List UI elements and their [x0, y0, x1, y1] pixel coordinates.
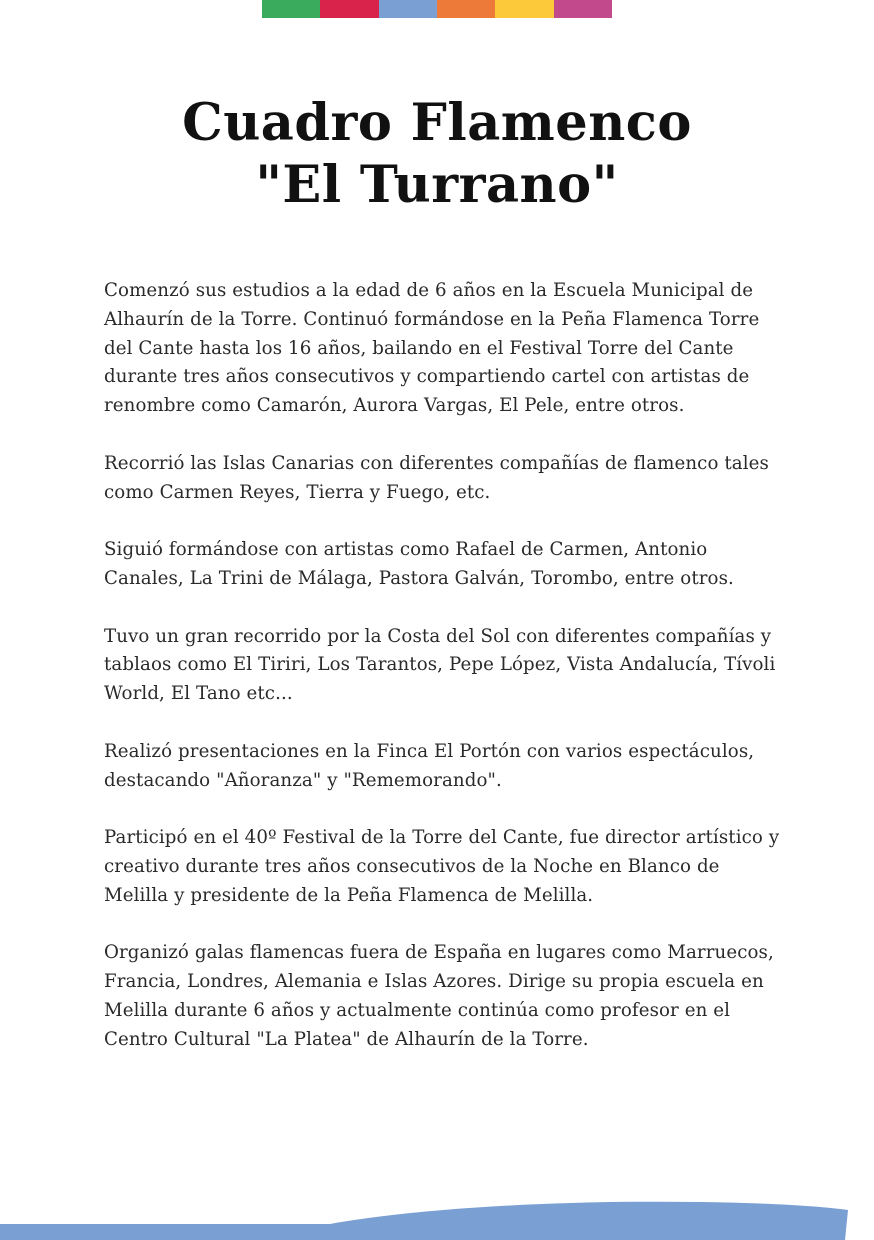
- stripe-magenta: [554, 0, 612, 18]
- title-line-2: "El Turrano": [255, 155, 619, 215]
- paragraph-1: Comenzó sus estudios a la edad de 6 años en la Escuela Municipal de Alhaurín de la Torre. Continuó formándose en la Peña Flamenca Torre del Cante hasta los 16 años, bailando en el Festival Torre del Cante durante tres años consecutivos y compartiendo cartel con artistas de renombre como Camarón, Aurora Vargas, El Pele, entre otros.: [104, 280, 760, 417]
- paragraph-4: Tuvo un gran recorrido por la Costa del Sol con diferentes compañías y tablaos como El Tiriri, Los Tarantos, Pepe López, Vista Andalucía, Tívoli World, El Tano etc...: [104, 625, 776, 705]
- biography-text: [104, 277, 784, 1083]
- stripe-red: [320, 0, 378, 18]
- stripe-yellow: [495, 0, 553, 18]
- footer-wave: [0, 1180, 874, 1240]
- page-title: [0, 92, 874, 216]
- stripe-orange: [437, 0, 495, 18]
- paragraph-2: Recorrió las Islas Canarias con diferentes compañías de flamenco tales como Carmen Reyes, Tierra y Fuego, etc.: [104, 452, 769, 503]
- color-stripe-bar: [262, 0, 612, 18]
- title-line-1: Cuadro Flamenco: [182, 93, 692, 153]
- paragraph-7: Organizó galas flamencas fuera de España en lugares como Marruecos, Francia, Londres, Alemania e Islas Azores. Dirige su propia escuela en Melilla durante 6 años y actualmente continúa como profesor en el Centro Cultural "La Platea" de Alhaurín de la Torre.: [104, 942, 774, 1050]
- paragraph-5: Realizó presentaciones en la Finca El Portón con varios espectáculos, destacando "Añoranza" y "Rememorando".: [104, 740, 755, 791]
- footer-wave-shape: [0, 1202, 874, 1240]
- stripe-green: [262, 0, 320, 18]
- paragraph-3: Siguió formándose con artistas como Rafael de Carmen, Antonio Canales, La Trini de Málaga, Pastora Galván, Torombo, entre otros.: [104, 539, 734, 589]
- paragraph-6: Participó en el 40º Festival de la Torre del Cante, fue director artístico y creativo durante tres años consecutivos de la Noche en Blanco de Melilla y presidente de la Peña Flamenca de Melilla.: [104, 827, 780, 906]
- stripe-blue: [379, 0, 437, 18]
